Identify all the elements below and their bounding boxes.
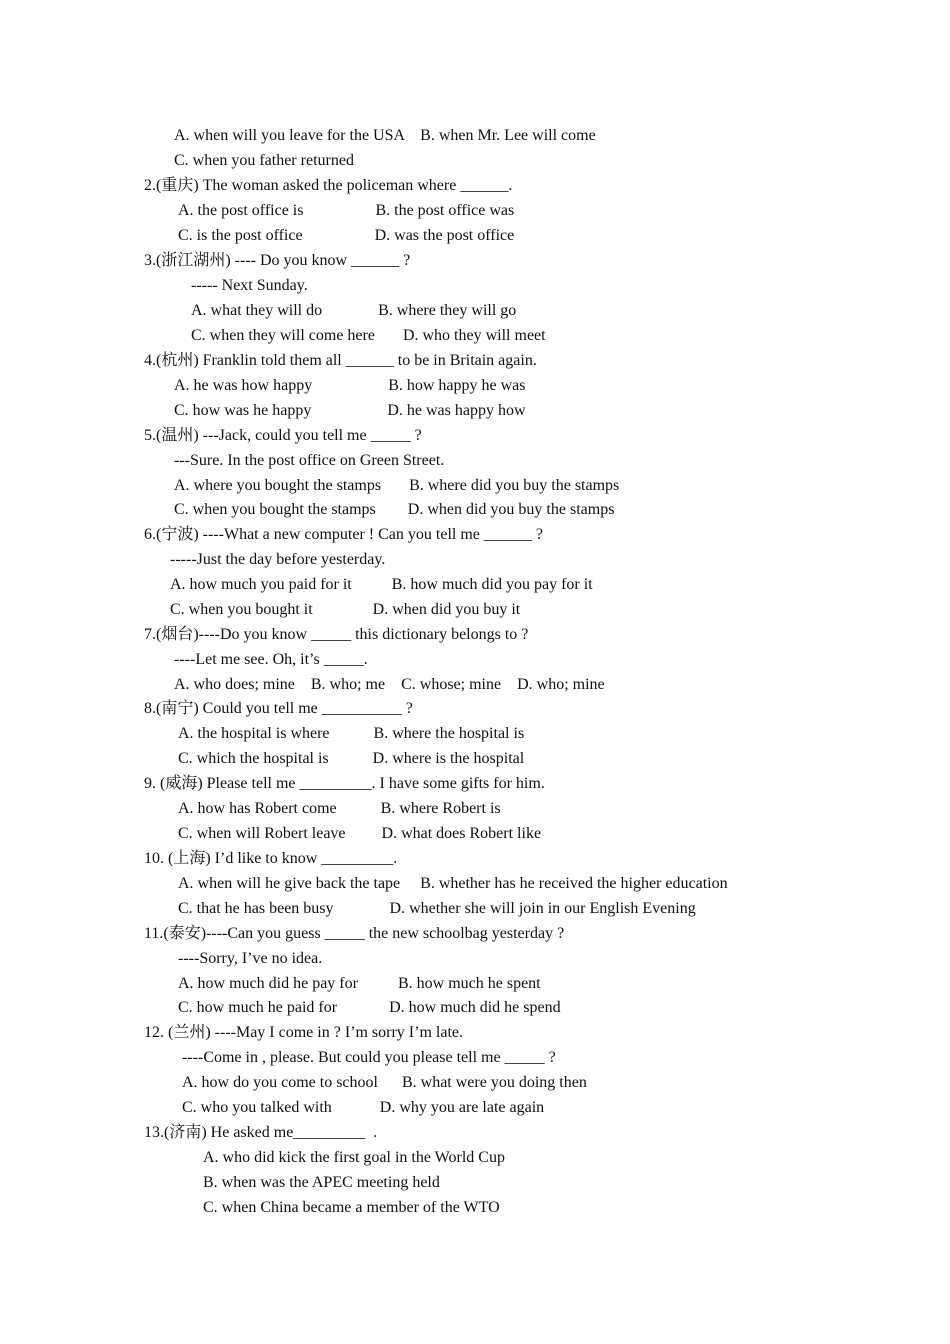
q4-options-ab: A. he was how happy B. how happy he was	[174, 377, 526, 394]
q13-question: 13.(济南) He asked me_________ .	[144, 1124, 378, 1141]
q5-answer-line: ---Sure. In the post office on Green Street.	[174, 452, 445, 469]
q13-option-a: A. who did kick the first goal in the World Cup	[203, 1149, 505, 1166]
q2-options-cd: C. is the post office D. was the post office	[178, 227, 515, 244]
q11-question: 11.(泰安)----Can you guess _____ the new schoolbag yesterday ?	[144, 925, 565, 942]
q10-options-cd: C. that he has been busy D. whether she will join in our English Evening	[178, 900, 696, 917]
q11-options-cd: C. how much he paid for D. how much did he spend	[178, 999, 561, 1016]
q5-question: 5.(温州) ---Jack, could you tell me _____ ?	[144, 427, 422, 444]
q1-option-c: C. when you father returned	[174, 152, 354, 169]
q4-question: 4.(杭州) Franklin told them all ______ to be in Britain again.	[144, 352, 537, 369]
q6-options-cd: C. when you bought it D. when did you buy it	[170, 601, 521, 618]
q2-question: 2.(重庆) The woman asked the policeman where ______.	[144, 177, 513, 194]
q12-question: 12. (兰州) ----May I come in ? I’m sorry I’m late.	[144, 1024, 464, 1041]
q8-options-cd: C. which the hospital is D. where is the hospital	[178, 750, 525, 767]
q3-options-ab: A. what they will do B. where they will go	[191, 302, 517, 319]
q7-answer-line: ----Let me see. Oh, it’s _____.	[174, 651, 368, 668]
q9-question: 9. (威海) Please tell me _________. I have some gifts for him.	[144, 775, 545, 792]
q3-question: 3.(浙江湖州) ---- Do you know ______ ?	[144, 252, 411, 269]
q1-options-ab: A. when will you leave for the USA B. when Mr. Lee will come	[174, 127, 596, 144]
q12-options-ab: A. how do you come to school B. what were you doing then	[182, 1074, 587, 1091]
q9-options-cd: C. when will Robert leave D. what does Robert like	[178, 825, 542, 842]
q6-options-ab: A. how much you paid for it B. how much did you pay for it	[170, 576, 593, 593]
q2-options-ab: A. the post office is B. the post office was	[178, 202, 515, 219]
q13-option-b: B. when was the APEC meeting held	[203, 1174, 440, 1191]
q12-options-cd: C. who you talked with D. why you are late again	[182, 1099, 545, 1116]
q5-options-ab: A. where you bought the stamps B. where did you buy the stamps	[174, 477, 620, 494]
q11-answer-line: ----Sorry, I’ve no idea.	[178, 950, 323, 967]
q11-options-ab: A. how much did he pay for B. how much he spent	[178, 975, 541, 992]
q8-question: 8.(南宁) Could you tell me __________ ?	[144, 700, 413, 717]
q7-options: A. who does; mine B. who; me C. whose; mine D. who; mine	[174, 676, 605, 693]
q10-options-ab: A. when will he give back the tape B. whether has he received the higher education	[178, 875, 728, 892]
q10-question: 10. (上海) I’d like to know _________.	[144, 850, 398, 867]
q13-option-c: C. when China became a member of the WTO	[203, 1199, 500, 1216]
q3-options-cd: C. when they will come here D. who they will meet	[191, 327, 546, 344]
q8-options-ab: A. the hospital is where B. where the hospital is	[178, 725, 525, 742]
q7-question: 7.(烟台)----Do you know _____ this dictionary belongs to ?	[144, 626, 529, 643]
q9-options-ab: A. how has Robert come B. where Robert is	[178, 800, 501, 817]
q12-answer-line: ----Come in , please. But could you please tell me _____ ?	[182, 1049, 556, 1066]
q6-question: 6.(宁波) ----What a new computer ! Can you tell me ______ ?	[144, 526, 543, 543]
q4-options-cd: C. how was he happy D. he was happy how	[174, 402, 526, 419]
q5-options-cd: C. when you bought the stamps D. when did you buy the stamps	[174, 501, 615, 518]
q6-answer-line: -----Just the day before yesterday.	[170, 551, 386, 568]
q3-answer-line: ----- Next Sunday.	[191, 277, 308, 294]
